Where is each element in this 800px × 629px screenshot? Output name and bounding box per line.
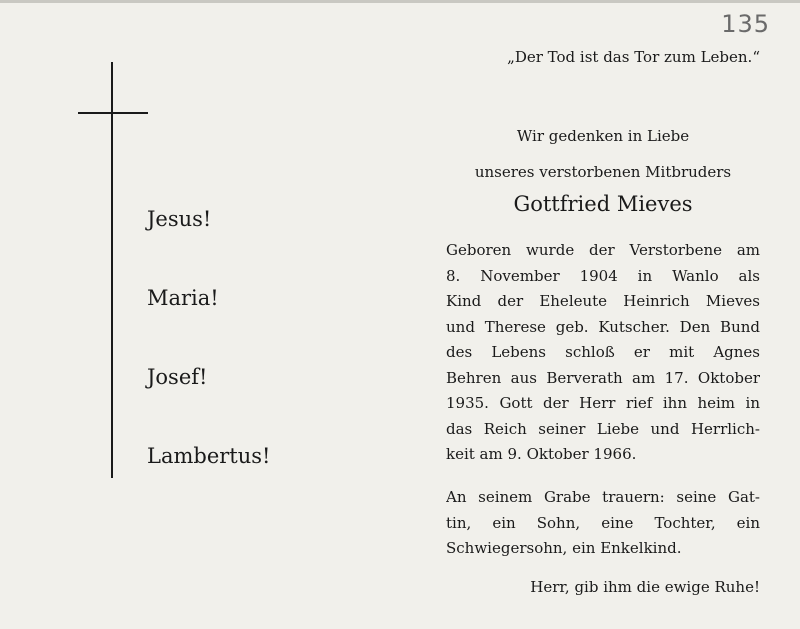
biography xyxy=(446,238,760,468)
bio-line: das Reich seiner Liebe und Herrlich- xyxy=(446,419,760,438)
mourner-line: tin, ein Sohn, eine Tochter, ein xyxy=(446,513,760,532)
intro-line-2: unseres verstorbenen Mitbruders xyxy=(474,163,732,181)
invocation-names xyxy=(147,204,270,520)
closing-prayer: Herr, gib ihm die ewige Ruhe! xyxy=(530,578,760,596)
top-edge-line xyxy=(0,0,800,3)
page-number: 135 xyxy=(721,10,770,38)
bio-line: Behren aus Berverath am 17. Oktober xyxy=(446,368,760,387)
intro-line-1: Wir gedenken in Liebe xyxy=(516,127,690,145)
mourner-line: Schwiegersohn, ein Enkelkind. xyxy=(446,539,682,557)
mourners xyxy=(446,484,760,561)
bio-line: 8. November 1904 in Wanlo als xyxy=(446,266,760,285)
quote: „Der Tod ist das Tor zum Leben.“ xyxy=(507,48,760,66)
mourner-line: An seinem Grabe trauern: seine Gat- xyxy=(446,488,760,506)
intro xyxy=(446,118,760,190)
bio-line: und Therese geb. Kutscher. Den Bund xyxy=(446,317,760,336)
name-maria: Maria! xyxy=(147,286,219,310)
name-jesus: Jesus! xyxy=(147,207,212,231)
bio-line: Kind der Eheleute Heinrich Mieves xyxy=(446,292,760,310)
bio-line: des Lebens schloß er mit Agnes xyxy=(446,343,760,361)
cross-icon-horizontal-bar xyxy=(78,112,148,114)
bio-line: keit am 9. Oktober 1966. xyxy=(446,445,637,463)
bio-line: 1935. Gott der Herr rief ihn heim in xyxy=(446,394,760,412)
name-josef: Josef! xyxy=(147,365,208,389)
bio-line: Geboren wurde der Verstorbene am xyxy=(446,241,760,259)
deceased-name: Gottfried Mieves xyxy=(513,192,693,216)
name-lambertus: Lambertus! xyxy=(147,444,271,468)
cross-icon-vertical-bar xyxy=(111,62,113,478)
